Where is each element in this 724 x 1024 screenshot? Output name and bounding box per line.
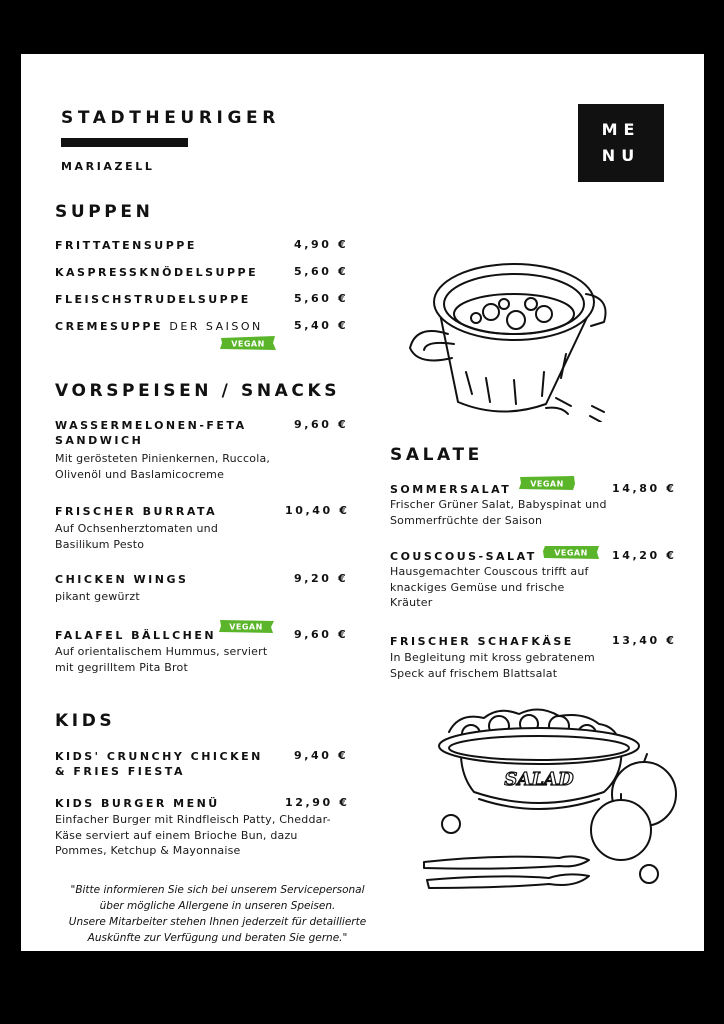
allergen-note-line: "Bitte informieren Sie sich bei unserem Servicepersonal — [70, 884, 365, 896]
menu-item-price: 10,40 € — [285, 504, 350, 517]
menu-item-description: Einfacher Burger mit Rindfleisch Patty, Cheddar-Käse serviert auf einem Brioche Bun, dazu Pommes, Ketchup & Mayonnaise — [55, 813, 331, 857]
menu-item-price: 14,80 € — [612, 482, 677, 495]
menu-item-name: KASPRESSKNÖDELSUPPE — [55, 266, 259, 279]
menu-item-price: 4,90 € — [294, 238, 349, 251]
menu-item-name-main: CREMESUPPE — [55, 320, 164, 333]
menu-item-description: Hausgemachter Couscous trifft auf knackiges Gemüse und frische Kräuter — [390, 565, 589, 609]
vegan-badge — [542, 544, 600, 560]
menu-item-name: FLEISCHSTRUDELSUPPE — [55, 293, 251, 306]
menu-badge-line1: ME — [601, 120, 641, 139]
menu-item-price: 9,40 € — [294, 749, 349, 762]
menu-item-price: 5,60 € — [294, 292, 349, 305]
menu-item-name: CHICKEN WINGS — [55, 573, 189, 586]
allergen-note-line: über mögliche Allergene in unseren Speisen. — [99, 900, 336, 912]
menu-item-price: 9,60 € — [294, 628, 349, 641]
title-underline — [61, 138, 188, 147]
menu-item-description: Frischer Grüner Salat, Babyspinat und Sommerfrüchte der Saison — [390, 498, 607, 527]
vegan-badge-label: VEGAN — [554, 548, 588, 558]
section-title-vorspeisen: VORSPEISEN / SNACKS — [55, 381, 341, 401]
menu-item-name: SOMMERSALAT — [390, 483, 512, 496]
allergen-note-line: Auskünfte zur Verfügung und beraten Sie gerne." — [87, 932, 348, 944]
menu-item-price: 12,90 € — [285, 796, 350, 809]
menu-item-description: In Begleitung mit kross gebratenem Speck auf frischem Blattsalat — [390, 651, 595, 680]
salad-bowl-illustration — [399, 704, 681, 900]
soup-pot-illustration — [396, 254, 608, 422]
menu-item-description: Auf orientalischem Hummus, serviert mit gegrilltem Pita Brot — [55, 645, 268, 674]
menu-badge — [578, 104, 664, 182]
salad-bowl-label: SALAD — [504, 769, 574, 790]
restaurant-name: STADTHEURIGER — [61, 108, 280, 128]
menu-page — [21, 54, 704, 951]
menu-item-name-suffix: DER SAISON — [169, 320, 263, 333]
menu-item-price: 14,20 € — [612, 549, 677, 562]
menu-item-name: KIDS BURGER MENÜ — [55, 797, 220, 810]
menu-item-name: KIDS' CRUNCHY CHICKEN & FRIES FIESTA — [55, 750, 263, 778]
vegan-badge — [217, 618, 275, 634]
menu-item-name: FRITTATENSUPPE — [55, 239, 197, 252]
menu-item-description: Mit gerösteten Pinienkernen, Ruccola, Olivenöl und Baslamicocreme — [55, 452, 271, 481]
menu-item-price: 9,20 € — [294, 572, 349, 585]
menu-item-price: 5,40 € — [294, 319, 349, 332]
section-title-suppen: SUPPEN — [55, 202, 154, 222]
vegan-badge-label: VEGAN — [229, 622, 263, 632]
section-title-salate: SALATE — [390, 445, 483, 465]
vegan-badge — [518, 475, 576, 491]
allergen-note — [51, 882, 384, 946]
vegan-badge — [219, 335, 277, 351]
section-title-kids: KIDS — [55, 711, 116, 731]
menu-badge-line2: NU — [601, 146, 641, 165]
menu-item-name: FALAFEL BÄLLCHEN — [55, 629, 217, 642]
restaurant-location: MARIAZELL — [61, 160, 155, 173]
menu-item-name — [55, 319, 263, 334]
menu-item-name: WASSERMELONEN-FETA SANDWICH — [55, 419, 247, 447]
menu-item-name: FRISCHER BURRATA — [55, 505, 218, 518]
menu-item-description: Auf Ochsenherztomaten und Basilikum Pesto — [55, 522, 219, 551]
menu-item-price: 13,40 € — [612, 634, 677, 647]
menu-item-price: 5,60 € — [294, 265, 349, 278]
allergen-note-line: Unsere Mitarbeiter stehen Ihnen jederzeit für detaillierte — [68, 916, 367, 928]
menu-item-description: pikant gewürzt — [55, 590, 140, 603]
menu-item-price: 9,60 € — [294, 418, 349, 431]
vegan-badge-label: VEGAN — [530, 479, 564, 489]
menu-item-name: FRISCHER SCHAFKÄSE — [390, 635, 574, 648]
menu-item-name: COUSCOUS-SALAT — [390, 550, 537, 563]
vegan-badge-label: VEGAN — [231, 339, 265, 349]
